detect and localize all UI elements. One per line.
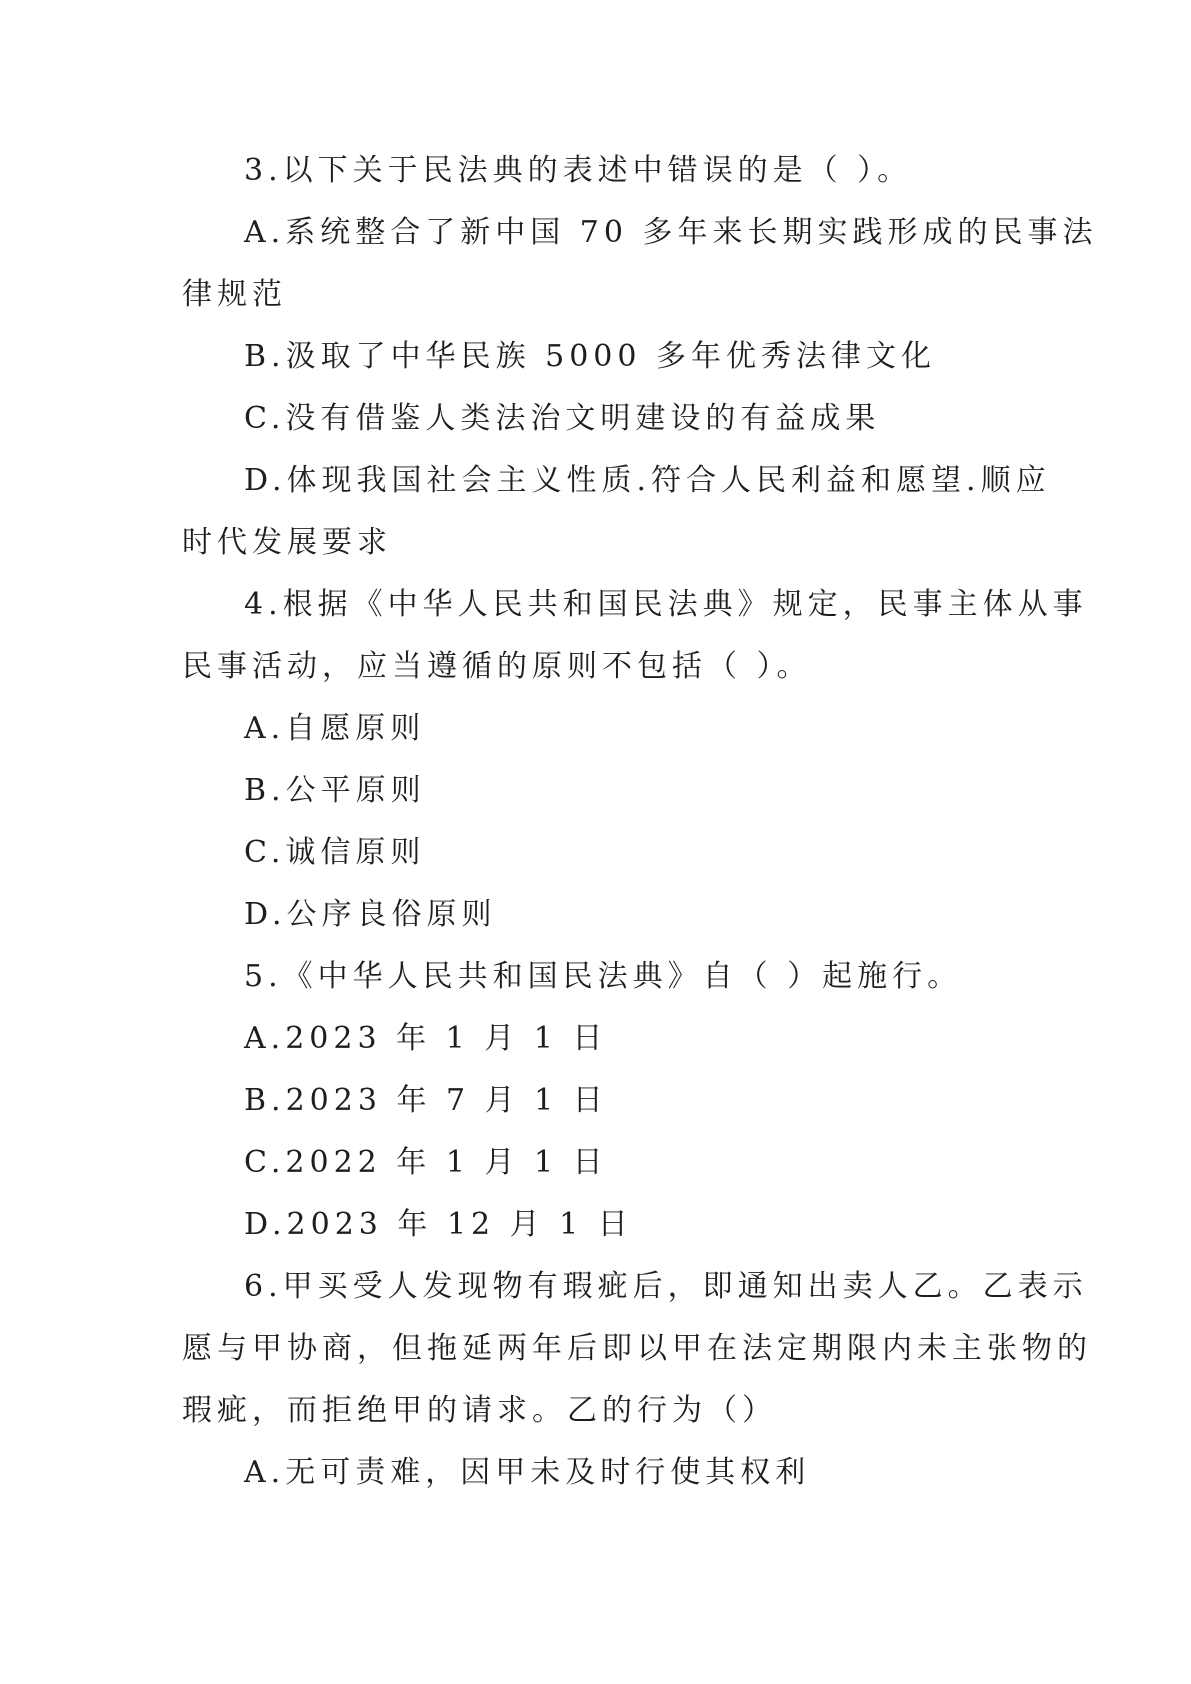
question-3-option-a: A.系统整合了新中国 70 多年来长期实践形成的民事法 [244, 215, 1098, 250]
question-list [182, 140, 1098, 1504]
question-4-option-b: B.公平原则 [244, 773, 426, 808]
question-4-option-d: D.公序良俗原则 [244, 897, 497, 932]
question-5-option-b: B.2023 年 7 月 1 日 [244, 1083, 608, 1118]
question-4-stem-continued: 民事活动，应当遵循的原则不包括（ ）。 [182, 649, 812, 684]
question-4-stem: 4.根据《中华人民共和国民法典》规定，民事主体从事 [244, 587, 1088, 622]
question-3-option-b: B.汲取了中华民族 5000 多年优秀法律文化 [244, 339, 937, 374]
question-4-option-c: C.诚信原则 [244, 835, 426, 870]
question-6-stem-end: 瑕疵，而拒绝甲的请求。乙的行为（） [182, 1393, 777, 1428]
question-4-option-a: A.自愿原则 [244, 711, 426, 746]
question-3-option-a-continued: 律规范 [182, 277, 287, 312]
question-3-option-d: D.体现我国社会主义性质.符合人民利益和愿望.顺应 [244, 463, 1051, 498]
question-3-option-c: C.没有借鉴人类法治文明建设的有益成果 [244, 401, 881, 436]
question-3-stem: 3.以下关于民法典的表述中错误的是（ ）。 [244, 153, 913, 188]
question-3-option-d-continued: 时代发展要求 [182, 525, 392, 560]
question-5-option-d: D.2023 年 12 月 1 日 [244, 1207, 633, 1242]
question-5-stem: 5.《中华人民共和国民法典》自（ ）起施行。 [244, 959, 963, 994]
question-5-option-c: C.2022 年 1 月 1 日 [244, 1145, 608, 1180]
question-6-option-a: A.无可责难，因甲未及时行使其权利 [244, 1455, 811, 1490]
question-5-option-a: A.2023 年 1 月 1 日 [244, 1021, 608, 1056]
question-6-stem: 6.甲买受人发现物有瑕疵后，即通知出卖人乙。乙表示 [244, 1269, 1088, 1304]
question-6-stem-continued: 愿与甲协商，但拖延两年后即以甲在法定期限内未主张物的 [182, 1331, 1092, 1366]
